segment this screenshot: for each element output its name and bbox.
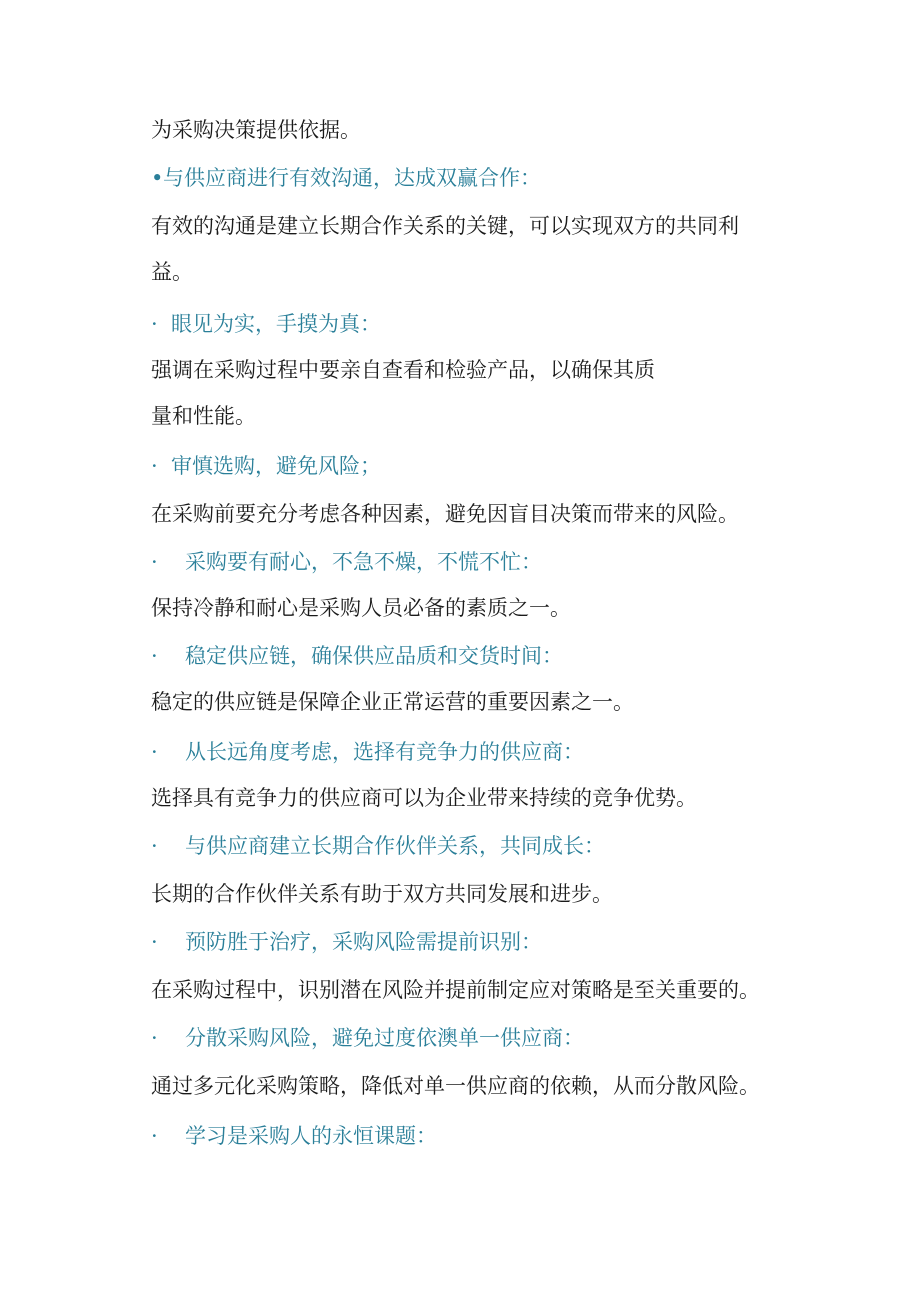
- bullet-icon: ·: [151, 1124, 158, 1148]
- paragraph-line: 通过多元化采购策略，降低对单一供应商的依赖，从而分散风险。: [151, 1074, 760, 1098]
- section-heading: [151, 738, 584, 766]
- section-heading-text: 眼见为实，手摸为真：: [171, 312, 381, 336]
- section-heading-text: 与供应商进行有效沟通，达成双赢合作：: [163, 166, 541, 190]
- section-heading: [151, 928, 542, 956]
- paragraph-line: 为采购决策提供依据。: [151, 118, 361, 142]
- bullet-icon: ·: [151, 454, 158, 478]
- section-heading: [151, 642, 563, 670]
- bullet-icon: ·: [151, 1026, 158, 1050]
- section-heading-text: 学习是采购人的永恒课题：: [185, 1124, 437, 1148]
- section-heading-text: 预防胜于治疗，采购风险需提前识别：: [185, 930, 542, 954]
- paragraph-line: 强调在采购过程中要亲自查看和检验产品，以确保其质: [151, 358, 655, 382]
- bullet-icon: ·: [151, 312, 158, 336]
- section-heading: [151, 164, 541, 192]
- paragraph-line: 长期的合作伙伴关系有助于双方共同发展和进步。: [151, 882, 613, 906]
- section-heading-text: 与供应商建立长期合作伙伴关系，共同成长：: [185, 834, 605, 858]
- section-heading-text: 稳定供应链，确保供应品质和交货时间：: [185, 644, 563, 668]
- paragraph-line: 保持冷静和耐心是采购人员必备的素质之一。: [151, 596, 571, 620]
- section-heading: [151, 1122, 437, 1150]
- paragraph-line: 稳定的供应链是保障企业正常运营的重要因素之一。: [151, 690, 634, 714]
- section-heading: [151, 1024, 584, 1052]
- bullet-icon: ·: [151, 740, 158, 764]
- section-heading-text: 分散采购风险，避免过度依澳单一供应商：: [185, 1026, 584, 1050]
- section-heading: [151, 548, 542, 576]
- section-heading: [151, 310, 381, 338]
- paragraph-line: 量和性能。: [151, 404, 256, 428]
- bullet-icon: •: [151, 166, 164, 190]
- section-heading: [151, 452, 381, 480]
- section-heading-text: 采购要有耐心，不急不燥，不慌不忙：: [185, 550, 542, 574]
- section-heading-text: 审慎选购，避免风险；: [171, 454, 381, 478]
- section-heading: [151, 832, 605, 860]
- section-heading-text: 从长远角度考虑，选择有竞争力的供应商：: [185, 740, 584, 764]
- paragraph-line: 在采购前要充分考虑各种因素，避免因盲目决策而带来的风险。: [151, 502, 739, 526]
- bullet-icon: ·: [151, 550, 158, 574]
- bullet-icon: ·: [151, 930, 158, 954]
- paragraph-line: 选择具有竞争力的供应商可以为企业带来持续的竞争优势。: [151, 786, 697, 810]
- bullet-icon: ·: [151, 644, 158, 668]
- paragraph-line: 益。: [151, 260, 193, 284]
- paragraph-line: 在采购过程中，识别潜在风险并提前制定应对策略是至关重要的。: [151, 978, 760, 1002]
- bullet-icon: ·: [151, 834, 158, 858]
- paragraph-line: 有效的沟通是建立长期合作关系的关键，可以实现双方的共同利: [151, 214, 739, 238]
